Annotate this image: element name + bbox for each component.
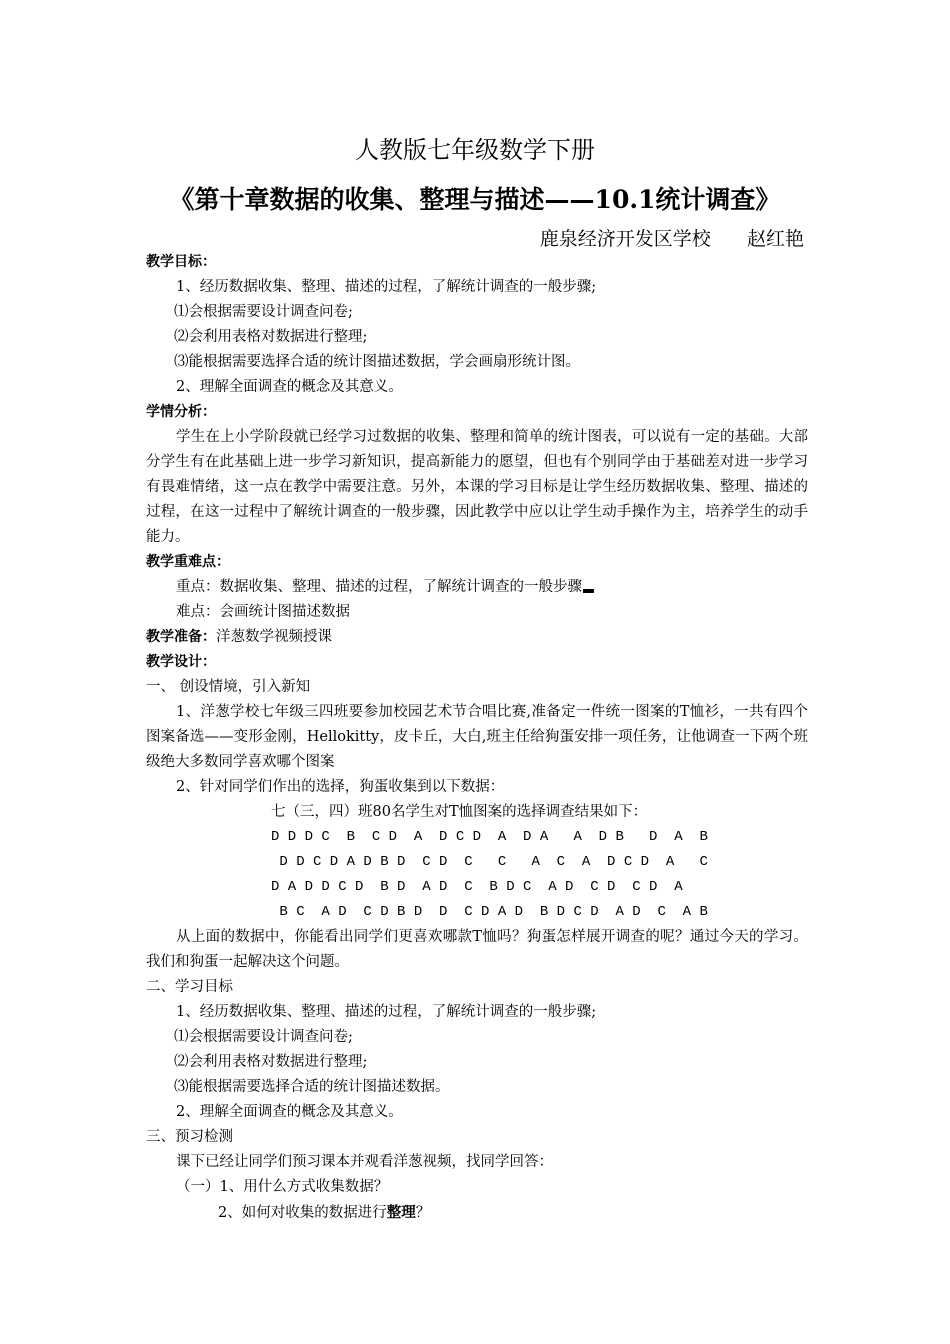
design-item-one-text: 1、洋葱学校七年级三四班要参加校园艺术节合唱比赛,准备定一件统一图案的T恤衫，一共有四个图案备选——变形金刚，Hellokitty，皮卡丘，大白,班主任给狗蛋安排一项任务，让他调查一下两个班级绝大多数同学喜欢哪个图案: [146, 704, 808, 770]
data-row: D A D D C D B D A D C B D C A D C D C D A: [271, 879, 683, 895]
goal-item: 1、经历数据收集、整理、描述的过程，了解统计调查的一般步骤;: [176, 1004, 597, 1020]
question-one: （一）1、用什么方式收集数据？: [176, 1179, 389, 1195]
question-two: [146, 1200, 808, 1225]
question-two-bold: 整理: [386, 1204, 416, 1221]
data-title: 七（三，四）班80名学生对T恤图案的选择调查结果如下：: [271, 804, 648, 820]
difficult-point: 难点：会画统计图描述数据: [176, 604, 350, 620]
preparation-value: 洋葱数学视频授课: [216, 629, 332, 645]
goal-item: ⑵会利用表格对数据进行整理;: [174, 1054, 368, 1070]
section-one-heading: 一、 创设情境，引入新知: [146, 679, 311, 695]
school-name: 鹿泉经济开发区学校: [539, 228, 711, 250]
analysis-paragraph: [146, 425, 808, 550]
question-two-prefix: 2、如何对收集的数据进行: [218, 1205, 387, 1221]
data-row: B C A D C D B D D C D A D B D C D A D C A B: [271, 904, 708, 920]
objective-item: ⑶能根据需要选择合适的统计图描述数据，学会画扇形统计图。: [174, 354, 580, 370]
data-row: D D D C B C D A D C D A D A A D B D A B: [271, 829, 708, 845]
byline: [540, 225, 804, 253]
data-row: D D C D A D B D C D C C A C A D C D A C: [271, 854, 708, 870]
preview-text: 课下已经让同学们预习课本并观看洋葱视频，找同学回答：: [176, 1154, 553, 1170]
question-text: 从上面的数据中，你能看出同学们更喜欢哪款T恤吗？狗蛋怎样展开调查的呢？通过今天的学习。我们和狗蛋一起解决这个问题。: [146, 929, 808, 970]
document-title: 人教版七年级数学下册: [355, 136, 595, 164]
design-item-one: [146, 700, 808, 775]
keypoints-heading: 教学重难点：: [146, 554, 230, 570]
question-two-suffix: ？: [415, 1205, 431, 1221]
objective-item: ⑵会利用表格对数据进行整理;: [174, 329, 368, 345]
objectives-heading: 教学目标：: [146, 254, 216, 270]
question-paragraph: [146, 925, 808, 975]
goal-item: 2、理解全面调查的概念及其意义。: [176, 1104, 403, 1120]
design-item-two: 2、针对同学们作出的选择，狗蛋收集到以下数据：: [176, 779, 505, 795]
analysis-text: 学生在上小学阶段就已经学习过数据的收集、整理和简单的统计图表，可以说有一定的基础。大部分学生有在此基础上进一步学习新知识，提高新能力的愿望，但也有个别同学由于基础差对进一步学习有畏难情绪，这一点在教学中需要注意。另外，本课的学习目标是让学生经历数据收集、整理、描述的过程，在这一过程中了解统计调查的一般步骤，因此教学中应以让学生动手操作为主，培养学生的动手能力。: [146, 429, 808, 545]
objective-item: 2、理解全面调查的概念及其意义。: [176, 379, 403, 395]
preparation-line: [146, 625, 808, 650]
text-cursor-icon: [583, 589, 594, 593]
objective-item: 1、经历数据收集、整理、描述的过程，了解统计调查的一般步骤;: [176, 279, 597, 295]
document-body: [146, 250, 808, 1225]
key-point-text: 重点：数据收集、整理、描述的过程，了解统计调查的一般步骤: [176, 579, 582, 595]
goal-item: ⑴会根据需要设计调查问卷;: [174, 1029, 353, 1045]
objective-item: ⑴会根据需要设计调查问卷;: [174, 304, 353, 320]
author-name: 赵红艳: [746, 228, 804, 250]
analysis-heading: 学情分析：: [146, 404, 216, 420]
goal-item: ⑶能根据需要选择合适的统计图描述数据。: [174, 1079, 450, 1095]
key-point: [146, 575, 808, 600]
section-three-heading: 三、预习检测: [146, 1129, 233, 1145]
section-two-heading: 二、学习目标: [146, 979, 233, 995]
document-subtitle: 《第十章数据的收集、整理与描述——10.1统计调查》: [169, 185, 781, 214]
preparation-heading: 教学准备：: [146, 629, 216, 645]
design-heading: 教学设计：: [146, 654, 216, 670]
